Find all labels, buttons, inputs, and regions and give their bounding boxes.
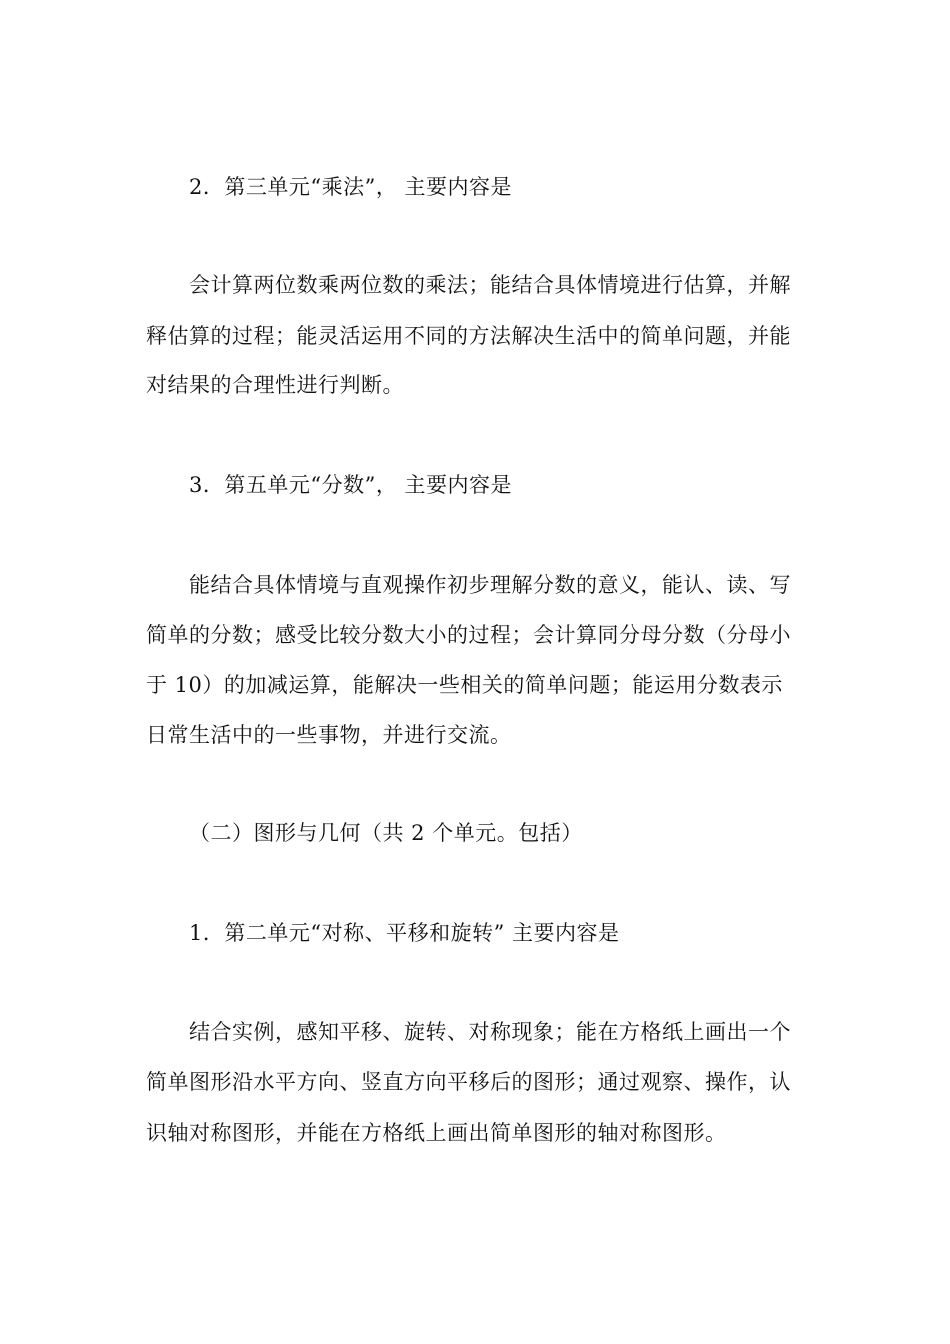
section-heading-multiplication: 2．第三单元“乘法”， 主要内容是 xyxy=(189,175,513,199)
paragraph-line: 简单的分数；感受比较分数大小的过程；会计算同分母分数（分母小 xyxy=(146,623,791,647)
paragraph-line: 能结合具体情境与直观操作初步理解分数的意义，能认、读、写 xyxy=(189,573,791,597)
section-heading-fractions: 3．第五单元“分数”， 主要内容是 xyxy=(189,473,513,497)
paragraph-line: 对结果的合理性进行判断。 xyxy=(146,373,404,397)
paragraph-line: 简单图形沿水平方向、竖直方向平移后的图形；通过观察、操作，认 xyxy=(146,1070,791,1094)
paragraph-line: 识轴对称图形，并能在方格纸上画出简单图形的轴对称图形。 xyxy=(146,1121,727,1145)
paragraph-line: 结合实例，感知平移、旋转、对称现象；能在方格纸上画出一个 xyxy=(189,1020,791,1044)
paragraph-line: 于 10）的加减运算，能解决一些相关的简单问题；能运用分数表示 xyxy=(146,673,783,697)
paragraph-line: 会计算两位数乘两位数的乘法；能结合具体情境进行估算，并解 xyxy=(189,273,791,297)
section-heading-symmetry: 1．第二单元“对称、平移和旋转” 主要内容是 xyxy=(189,921,620,945)
section-heading-geometry: （二）图形与几何（共 2 个单元。包括） xyxy=(189,821,583,845)
paragraph-line: 日常生活中的一些事物，并进行交流。 xyxy=(146,723,512,747)
paragraph-line: 释估算的过程；能灵活运用不同的方法解决生活中的简单问题，并能 xyxy=(146,324,791,348)
